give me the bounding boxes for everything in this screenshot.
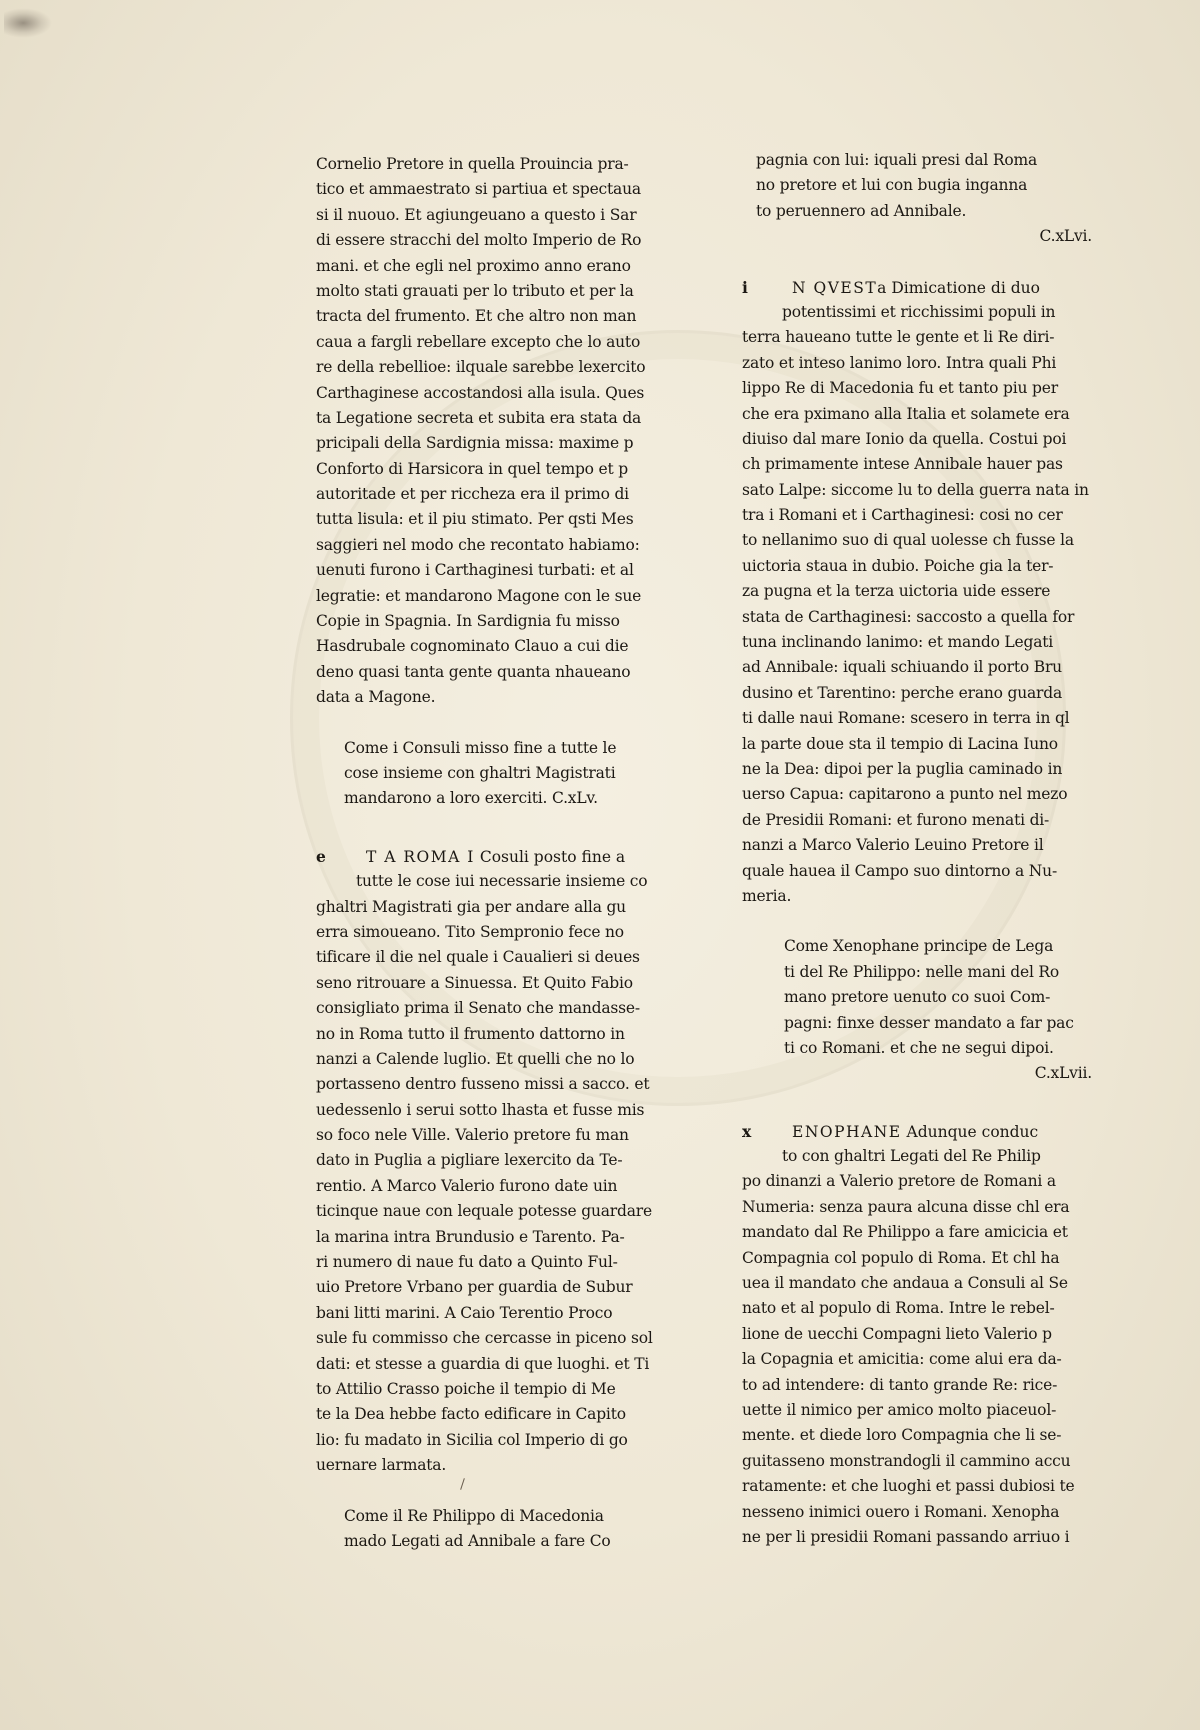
text-line: no pretore et lui con bugia inganna <box>756 176 1028 195</box>
text-line: nato et al populo di Roma. Intre le rebel- <box>742 1299 1055 1318</box>
text-line: to con ghaltri Legati del Re Philip <box>782 1147 1041 1166</box>
text-line: ta Legatione secreta et subita era stata da <box>316 408 642 427</box>
text-run: Cosuli posto fine a <box>479 847 626 866</box>
initial-line <box>742 1119 1098 1144</box>
left-column <box>316 152 656 1554</box>
text-line: quale hauea il Campo suo dintorno a Nu- <box>742 861 1057 880</box>
initial-caps: T A ROMA I <box>366 847 475 866</box>
text-line: seno ritrouare a Sinuessa. Et Quito Fabio <box>316 973 633 992</box>
text-line: autoritade et per riccheza era il primo di <box>316 485 629 504</box>
heading-line: cose insieme con ghaltri Magistrati <box>344 763 616 782</box>
text-line: po dinanzi a Valerio pretore de Romani a <box>742 1172 1056 1191</box>
text-line: to Attilio Crasso poiche il tempio di Me <box>316 1379 616 1398</box>
ink-smudge <box>4 8 52 38</box>
text-line: mani. et che egli nel proximo anno erano <box>316 256 631 275</box>
text-line: deno quasi tanta gente quanta nhaueano <box>316 662 631 681</box>
text-line: Numeria: senza paura alcuna disse chl era <box>742 1197 1070 1216</box>
text-line: to nellanimo suo di qual uolesse ch fusse la <box>742 531 1074 550</box>
text-line: bani litti marini. A Caio Terentio Proco <box>316 1303 613 1322</box>
left-paragraph-2 <box>316 844 656 1479</box>
text-line: nanzi a Marco Valerio Leuino Pretore il <box>742 836 1044 855</box>
heading-line: mano pretore uenuto co suoi Com- <box>784 988 1051 1007</box>
spacer <box>756 909 1098 934</box>
initial-line <box>742 275 1098 300</box>
text-line: guitasseno monstrandogli il cammino accu <box>742 1451 1071 1470</box>
text-line: lio: fu madato in Sicilia col Imperio di go <box>316 1430 628 1449</box>
text-line: di essere stracchi del molto Imperio de Ro <box>316 231 642 250</box>
text-run: a Dimicatione di duo <box>877 278 1040 297</box>
heading-line: mandarono a loro exerciti. C.xLv. <box>344 789 598 808</box>
text-line: che era pximano alla Italia et solamete era <box>742 404 1070 423</box>
text-line: la marina intra Brundusio e Tarento. Pa- <box>316 1227 625 1246</box>
text-line: uea il mandato che andaua a Consuli al Se <box>742 1274 1068 1293</box>
text-line: mandato dal Re Philippo a fare amicicia et <box>742 1223 1068 1242</box>
text-line: erra simoueano. Tito Sempronio fece no <box>316 922 624 941</box>
spacer <box>316 711 656 736</box>
text-line: tracta del frumento. Et che altro non man <box>316 307 637 326</box>
text-line: ad Annibale: iquali schiuando il porto Bru <box>742 658 1062 677</box>
text-line: tutte le cose iui necessarie insieme co <box>356 872 648 891</box>
text-line: portasseno dentro fusseno missi a sacco. et <box>316 1075 650 1094</box>
text-line: Cornelio Pretore in quella Prouincia pra- <box>316 155 629 173</box>
text-line: Copie in Spagnia. In Sardignia fu misso <box>316 612 620 631</box>
text-line: la parte doue sta il tempio di Lacina Iuno <box>742 734 1058 753</box>
text-line: Carthaginese accostandosi alla isula. Ques <box>316 383 645 402</box>
chapter-heading-xlvi <box>316 1504 656 1555</box>
text-line: uedessenlo i serui sotto lhasta et fusse mis <box>316 1100 645 1119</box>
chapter-heading-xlvii <box>756 934 1098 1086</box>
text-line: ri numero di naue fu dato a Quinto Ful- <box>316 1253 618 1272</box>
guide-letter: x <box>742 1121 752 1141</box>
text-line: uerso Capua: capitarono a punto nel mezo <box>742 785 1068 804</box>
text-line: tificare il die nel quale i Caualieri si deues <box>316 948 640 967</box>
text-line: ratamente: et che luoghi et passi dubiosi te <box>742 1477 1075 1496</box>
text-line: si il nuouo. Et agiungeuano a questo i Sar <box>316 205 637 224</box>
text-line: uenuti furono i Carthaginesi turbati: et al <box>316 561 634 580</box>
text-line: re della rebellioe: ilquale sarebbe lexercito <box>316 358 646 377</box>
text-line: sato Lalpe: siccome lu to della guerra nata in <box>742 480 1089 499</box>
text-line: rentio. A Marco Valerio furono date uin <box>316 1176 618 1195</box>
spacer <box>316 1479 656 1504</box>
text-line: caua a fargli rebellare excepto che lo auto <box>316 332 641 351</box>
text-line: ticinque naue con lequale potesse guardare <box>316 1202 652 1221</box>
initial-line <box>316 844 656 869</box>
text-line: ne la Dea: dipoi per la puglia caminado in <box>742 759 1063 778</box>
text-line: tico et ammaestrato si partiua et spectaua <box>316 180 641 199</box>
text-line: tra i Romani et i Carthaginesi: cosi no cer <box>742 506 1063 525</box>
text-line: Conforto di Harsicora in quel tempo et p <box>316 459 628 478</box>
chapter-number: C.xLvi. <box>1039 227 1092 246</box>
text-line: nanzi a Calende luglio. Et quelli che no lo <box>316 1049 635 1068</box>
text-line: tuna inclinando lanimo: et mando Legati <box>742 633 1054 652</box>
text-line: ti dalle naui Romane: scesero in terra in ql <box>742 709 1070 728</box>
heading-line: ti del Re Philippo: nelle mani del Ro <box>784 962 1060 981</box>
text-line: Compagnia col populo di Roma. Et chl ha <box>742 1248 1060 1267</box>
chapter-number: C.xLvii. <box>1034 1064 1092 1083</box>
chapter-heading-xlv <box>316 736 656 812</box>
text-line: meria. <box>742 886 792 905</box>
text-line: lippo Re di Macedonia fu et tanto piu per <box>742 379 1058 398</box>
text-line: uernare larmata. <box>316 1456 447 1475</box>
text-line: saggieri nel modo che recontato habiamo: <box>316 535 640 554</box>
text-line: za pugna et la terza uictoria uide essere <box>742 582 1051 601</box>
initial-caps: ENOPHANE <box>792 1122 902 1141</box>
text-line: de Presidii Romani: et furono menati di- <box>742 810 1050 829</box>
text-line: legratie: et mandarono Magone con le sue <box>316 586 642 605</box>
guide-letter: i <box>742 277 748 297</box>
text-line: dusino et Tarentino: perche erano guarda <box>742 683 1063 702</box>
right-paragraph-3 <box>742 1119 1098 1551</box>
right-column <box>742 148 1098 1550</box>
right-paragraph-2-body <box>742 300 1098 909</box>
heading-line: ti co Romani. et che ne segui dipoi. <box>784 1038 1054 1057</box>
text-line: nesseno inimici ouero i Romani. Xenopha <box>742 1502 1060 1521</box>
spacer <box>756 250 1098 275</box>
right-paragraph-1 <box>756 148 1098 250</box>
text-run: Adunque conduc <box>906 1122 1039 1141</box>
right-paragraph-2 <box>742 275 1098 300</box>
text-line: ch primamente intese Annibale hauer pas <box>742 455 1063 474</box>
text-line: pricipali della Sardignia missa: maxime p <box>316 434 634 453</box>
text-line: lione de uecchi Compagni lieto Valerio p <box>742 1324 1052 1343</box>
text-line: potentissimi et ricchissimi populi in <box>782 302 1056 321</box>
text-line: ne per li presidii Romani passando arriuo i <box>742 1527 1070 1546</box>
heading-line: Come il Re Philippo di Macedonia <box>344 1506 604 1525</box>
text-line: ghaltri Magistrati gia per andare alla gu <box>316 897 626 916</box>
text-line: uio Pretore Vrbano per guardia de Subur <box>316 1278 633 1297</box>
heading-line: Come i Consuli misso fine a tutte le <box>344 738 617 757</box>
text-line: sule fu commisso che cercasse in piceno sol <box>316 1329 653 1348</box>
text-line: uictoria staua in dubio. Poiche gia la ter- <box>742 556 1054 575</box>
spacer <box>756 1087 1098 1119</box>
text-line: stata de Carthaginesi: saccosto a quella for <box>742 607 1075 626</box>
guide-letter: e <box>316 846 326 866</box>
text-line: to peruennero ad Annibale. <box>756 201 967 220</box>
text-line: la Copagnia et amicitia: come alui era da- <box>742 1350 1062 1369</box>
text-line: te la Dea hebbe facto edificare in Capito <box>316 1405 626 1424</box>
initial-caps: N QVEST <box>792 278 878 297</box>
text-line: dati: et stesse a guardia di que luoghi. et Ti <box>316 1354 650 1373</box>
heading-line: mado Legati ad Annibale a fare Co <box>344 1531 611 1550</box>
text-line: diuiso dal mare Ionio da quella. Costui poi <box>742 429 1067 448</box>
text-line: pagnia con lui: iquali presi dal Roma <box>756 151 1038 169</box>
text-line: so foco nele Ville. Valerio pretore fu man <box>316 1126 629 1145</box>
text-line: mente. et diede loro Compagnia che li se- <box>742 1426 1062 1445</box>
heading-line: pagni: finxe desser mandato a far pac <box>784 1013 1074 1032</box>
text-line: data a Magone. <box>316 688 436 707</box>
text-line: terra haueano tutte le gente et li Re diri- <box>742 328 1055 347</box>
heading-line: Come Xenophane principe de Lega <box>784 937 1054 956</box>
text-line: dato in Puglia a pigliare lexercito da Te- <box>316 1151 623 1170</box>
text-line: consigliato prima il Senato che mandasse- <box>316 999 640 1018</box>
text-line: to ad intendere: di tanto grande Re: rice- <box>742 1375 1058 1394</box>
text-line: molto stati grauati per lo tributo et per la <box>316 281 634 300</box>
text-line: zato et inteso lanimo loro. Intra quali Phi <box>742 353 1057 372</box>
text-line: uette il nimico per amico molto piaceuol- <box>742 1400 1057 1419</box>
text-line: Hasdrubale cognominato Clauo a cui die <box>316 637 629 656</box>
spacer <box>316 812 656 844</box>
text-line: tutta lisula: et il piu stimato. Per qsti Mes <box>316 510 634 529</box>
left-paragraph-1 <box>316 152 656 711</box>
text-line: no in Roma tutto il frumento dattorno in <box>316 1024 625 1043</box>
